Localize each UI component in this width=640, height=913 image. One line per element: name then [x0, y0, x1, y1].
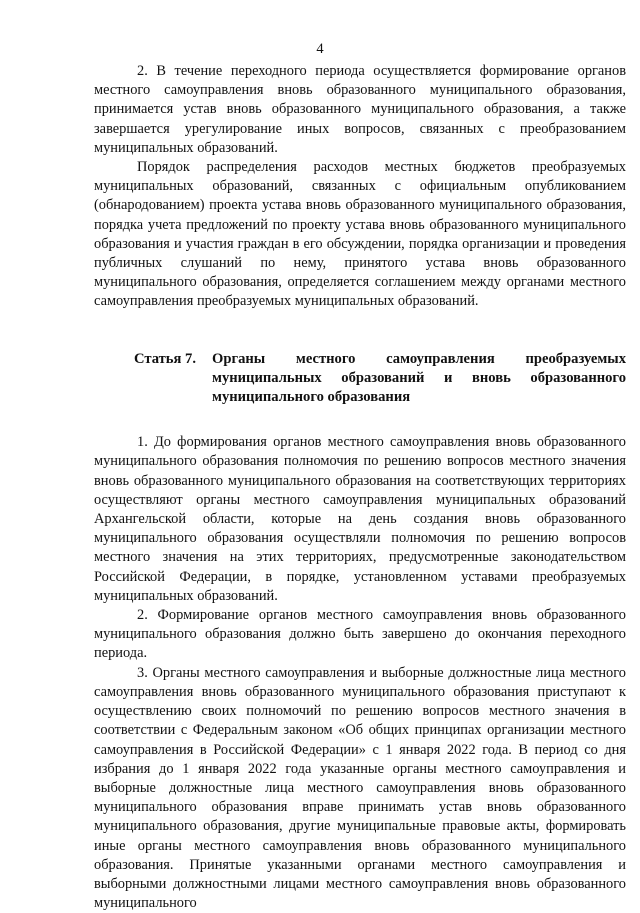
paragraph-item-2: 2. Формирование органов местного самоуправления вновь образованного муниципального образования должно быть завершено до окончания переходного периода.: [94, 607, 626, 662]
article-label: Статья 7.: [134, 350, 196, 367]
article-heading: [94, 350, 626, 408]
paragraph-item-1: 1. До формирования органов местного самоуправления вновь образованного муниципального образования полномочия по решению вопросов местного значения вновь образованного муниципального образования на соответствующих территориях осуществляют органы местного самоуправления муниципальных образований Архангельской области, которые на день создания вновь образованного муниципального образования осуществляли полномочия по решению вопросов местного значения на этих территориях, предусмотренные законодательством Российской Федерации, в порядке, установленном уставами преобразуемых муниципальных образований.: [94, 434, 626, 604]
paragraph-transition-period: 2. В течение переходного периода осуществляется формирование органов местного самоуправления вновь образованного муниципального образования, принимается устав вновь образованного муниципального образования, а также завершается урегулирование иных вопросов, связанных с преобразованием муниципальных образований.: [94, 63, 626, 156]
page-number: 4: [316, 41, 324, 57]
paragraph-item-3: 3. Органы местного самоуправления и выборные должностные лица местного самоуправления вновь образованного муниципального образования приступают к осуществлению своих полномочий по решению вопросов местного значения в соответствии с Федеральным законом «Об общих принципах организации местного самоуправления в Российской Федерации» с 1 января 2022 года. В период со дня избрания до 1 января 2022 года указанные органы местного самоуправления и выборные должностные лица местного самоуправления вновь образованного муниципального образования вправе принимать устав вновь образованного муниципального образования, другие муниципальные правовые акты, формировать иные органы местного самоуправления вновь образованного муниципального образования. Принятые указанными органами местного самоуправления и выборными должностными лицами местного самоуправления вновь образованного муниципального: [94, 664, 626, 912]
section-gap: [94, 407, 626, 433]
section-gap: [94, 312, 626, 350]
document-body: [94, 62, 626, 913]
paragraph-budget-expenses: Порядок распределения расходов местных бюджетов преобразуемых муниципальных образований, связанных с официальным опубликованием (обнародованием) проекта устава вновь образованного муниципального образования, порядка учета предложений по проекту устава вновь образованного муниципального образования и участия граждан в его обсуждении, порядка организации и проведения публичных слушаний по нему, принятого устава вновь образованного муниципального образования, определяется соглашением между органами местного самоуправления преобразуемых муниципальных образований.: [94, 159, 626, 310]
article-title: Органы местного самоуправления преобразуемых муниципальных образований и вновь образованного муниципального образования: [212, 350, 626, 406]
